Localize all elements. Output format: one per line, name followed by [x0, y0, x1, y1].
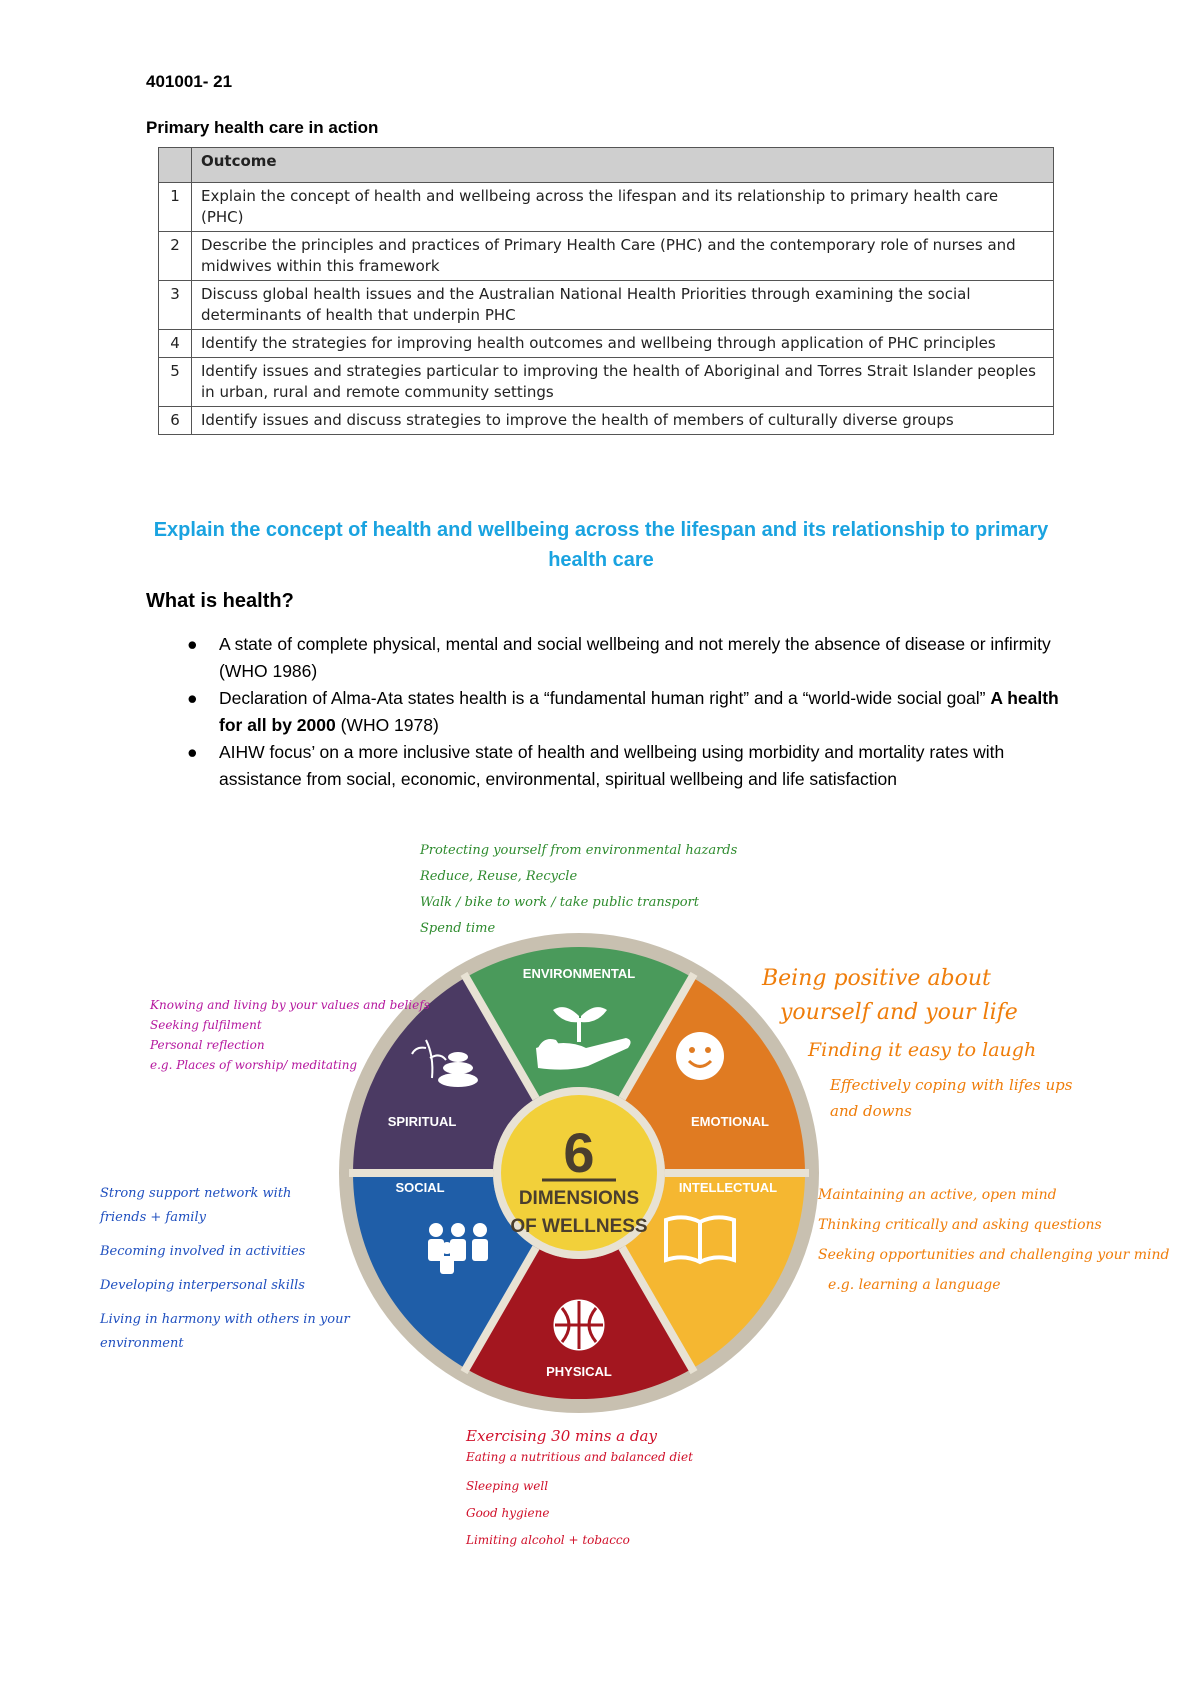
table-header-row [159, 148, 1054, 183]
label-spiritual: SPIRITUAL [387, 1114, 457, 1129]
note-line: Protecting yourself from environmental hazards [420, 843, 738, 858]
outcome-text: Explain the concept of health and wellbeing across the lifespan and its relationship to primary health care (PHC) [192, 183, 1054, 232]
document-subtitle: Primary health care in action [146, 118, 379, 137]
outcome-text: Describe the principles and practices of Primary Health Care (PHC) and the contemporary role of nurses and midwives within this framework [192, 232, 1054, 281]
note-line: Living in harmony with others in your [100, 1312, 350, 1327]
spiritual-notes [150, 995, 430, 1075]
label-social: SOCIAL [395, 1180, 445, 1195]
list-item-text: AIHW focus’ on a more inclusive state of health and wellbeing using morbidity and mortality rates with assistance from social, economic, environmental, spiritual wellbeing and life satisfaction [219, 742, 1005, 789]
list-item-text: A state of complete physical, mental and social wellbeing and not merely the absence of disease or infirmity (WHO 1986) [219, 634, 1051, 681]
label-environmental: ENVIRONMENTAL [522, 966, 636, 981]
note-line: Effectively coping with lifes ups [830, 1076, 1073, 1094]
note-line: Maintaining an active, open mind [818, 1187, 1057, 1203]
course-code: 401001- 21 [146, 72, 233, 91]
outcome-number: 2 [159, 232, 192, 281]
center-line2: OF WELLNESS [510, 1216, 648, 1237]
list-item [146, 685, 1066, 739]
table-row [159, 183, 1054, 232]
list-item [146, 739, 1066, 793]
note-line: Exercising 30 mins a day [466, 1427, 657, 1445]
table-header-num [159, 148, 192, 183]
note-line: Thinking critically and asking questions [818, 1217, 1102, 1233]
list-item [146, 631, 1066, 685]
note-line: Knowing and living by your values and beliefs [150, 998, 430, 1012]
note-line: e.g. learning a language [828, 1277, 1001, 1293]
table-row [159, 407, 1054, 435]
note-line: environment [100, 1336, 184, 1351]
question-heading: What is health? [146, 590, 294, 612]
physical-notes [466, 1426, 693, 1551]
social-notes [100, 1182, 350, 1356]
note-line: e.g. Places of worship/ meditating [150, 1058, 358, 1072]
note-line: yourself and your life [780, 1000, 1018, 1025]
table-row [159, 330, 1054, 358]
list-item-text-after: (WHO 1978) [335, 715, 439, 735]
label-intellectual: INTELLECTUAL [678, 1180, 778, 1195]
table-header-outcome: Outcome [192, 148, 1054, 183]
note-line: Good hygiene [466, 1506, 550, 1520]
label-emotional: EMOTIONAL [691, 1114, 769, 1129]
note-line: Spend time [420, 921, 496, 936]
outcome-text: Identify issues and strategies particular to improving the health of Aboriginal and Torres Strait Islander peoples in urban, rural and remote community settings [192, 358, 1054, 407]
health-definition-list [146, 631, 1066, 793]
intellectual-notes [818, 1180, 1170, 1300]
note-line: Seeking opportunities and challenging your mind [818, 1247, 1170, 1263]
outcome-text: Identify issues and discuss strategies to improve the health of members of culturally diverse groups [192, 407, 1054, 435]
note-line: Becoming involved in activities [100, 1244, 306, 1259]
note-line: friends + family [100, 1210, 206, 1225]
outcomes-table [158, 147, 1054, 435]
table-row [159, 358, 1054, 407]
list-item-text: Declaration of Alma-Ata states health is a “fundamental human right” and a “world-wide social goal” [219, 688, 991, 708]
note-line: Seeking fulfilment [150, 1018, 262, 1032]
list-item-bold-text: A health for all by 2000 [219, 688, 1059, 735]
environmental-notes [420, 838, 737, 942]
note-line: and downs [830, 1102, 912, 1120]
note-line: Eating a nutritious and balanced diet [466, 1450, 693, 1464]
note-line: Walk / bike to work / take public transport [420, 895, 699, 910]
label-physical: PHYSICAL [546, 1364, 612, 1379]
section-heading: Explain the concept of health and wellbeing across the lifespan and its relationship to primary health care [153, 519, 1049, 571]
center-number: 6 [563, 1121, 595, 1184]
bullet-icon: ● [187, 634, 198, 654]
note-line: Strong support network with [100, 1186, 292, 1201]
note-line: Sleeping well [466, 1479, 549, 1493]
smiley-icon [676, 1032, 724, 1080]
note-line: Limiting alcohol + tobacco [466, 1533, 630, 1547]
table-row [159, 232, 1054, 281]
bullet-icon: ● [187, 688, 198, 708]
note-line: Developing interpersonal skills [100, 1278, 305, 1293]
outcome-number: 4 [159, 330, 192, 358]
table-row [159, 281, 1054, 330]
outcome-text: Discuss global health issues and the Australian National Health Priorities through examining the social determinants of health that underpin PHC [192, 281, 1054, 330]
outcome-number: 3 [159, 281, 192, 330]
outcome-number: 6 [159, 407, 192, 435]
outcome-number: 1 [159, 183, 192, 232]
basketball-icon [555, 1301, 603, 1349]
center-line1: DIMENSIONS [518, 1188, 640, 1209]
outcome-number: 5 [159, 358, 192, 407]
emotional-notes [762, 962, 1072, 1122]
note-line: Being positive about [762, 966, 991, 991]
note-line: Finding it easy to laugh [808, 1039, 1037, 1061]
bullet-icon: ● [187, 742, 198, 762]
note-line: Reduce, Reuse, Recycle [420, 869, 578, 884]
outcome-text: Identify the strategies for improving health outcomes and wellbeing through application of PHC principles [192, 330, 1054, 358]
note-line: Personal reflection [150, 1038, 265, 1052]
